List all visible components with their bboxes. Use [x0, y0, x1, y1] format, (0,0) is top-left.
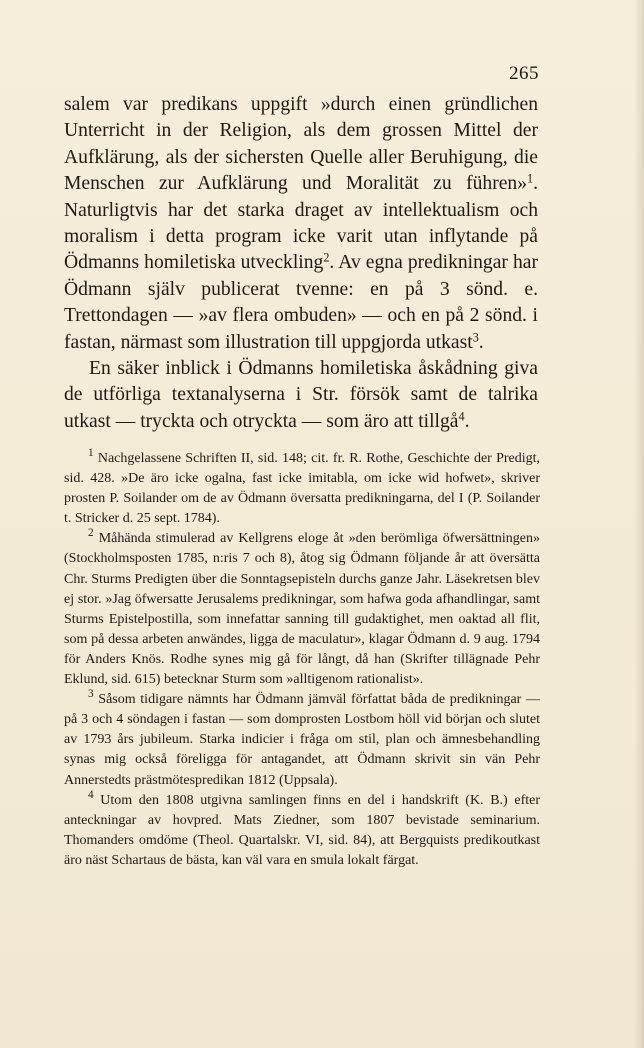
footnote-1-mark: 1	[88, 446, 94, 459]
footnote-3	[64, 687, 541, 790]
footnote-4-mark: 4	[88, 788, 94, 801]
paragraph-2-text-b: .	[464, 410, 470, 432]
main-text	[64, 92, 538, 435]
footnote-ref-4[interactable]: 4	[458, 409, 465, 424]
footnote-2	[64, 529, 540, 690]
footnote-ref-1[interactable]: 1	[527, 171, 534, 186]
paragraph-1-text-a: salem var predikans uppgift »durch einen gründlichen Unterricht in der Religion, als dem grossen Mittel der Aufklärung, als der sichersten Quelle aller Beruhigung, die Menschen zur Aufklärung und Moralität zu führen»	[64, 94, 538, 195]
footnotes	[64, 446, 541, 871]
paragraph-1-text-c: . Av egna predikningar har Ödmann själv publicerat tvenne: en på 3 sönd. e. Trettondagen — »av flera ombuden» — och en på 2 sönd. i fastan, närmast som illustration till uppgjorda utkast	[64, 252, 538, 353]
footnote-1-text: Nachgelassene Schriften II, sid. 148; cit. fr. R. Rothe, Geschichte der Predigt, sid. 428. »De äro icke ogalna, fast icke imitabla, om icke wid hofwet», skriver prosten P. Soilander om de av Ödmann översatta predikningarna, del I (P. Soilander t. Stricker d. 25 sept. 1784).	[64, 451, 541, 527]
paragraph-1-text-b: . Naturligtvis har det starka draget av intellektualism och moralism i detta program icke varit utan inflytande på Ödmanns homiletiska utveckling	[64, 173, 538, 274]
paragraph-1-text-d: .	[478, 331, 484, 353]
page-edge-shadow	[634, 0, 644, 1048]
footnote-4-text: Utom den 1808 utgivna samlingen finns en del i handskrift (K. B.) efter anteckningar av hovpred. Mats Ziedner, som 1807 bevistade seminarium. Thomanders omdöme (Theol. Quartalskr. VI, sid. 84), att Bergquists predikoutkast äro näst Schartaus de bästa, kan väl vara en smula lokalt färgat.	[64, 792, 541, 868]
paragraph-2-text-a: En säker inblick i Ödmanns homiletiska åskådning giva de utförliga textanalyserna i Str. försök samt de talrika utkast — tryckta och otryckta — som äro att tillgå	[64, 358, 538, 432]
footnote-2-mark: 2	[88, 527, 94, 540]
paragraph-1	[64, 92, 538, 356]
page-number: 265	[509, 63, 539, 84]
footnote-1	[64, 446, 541, 529]
footnote-4	[64, 788, 541, 871]
footnote-3-text: Såsom tidigare nämnts har Ödmann jämväl författat båda de predikningar — på 3 och 4 söndagen i fastan — som domprosten Lostbom höll vid början och slutet av 1793 års jubileum. Starka indicier i fråga om stil, plan och ämnesbehandling synas mig också föreligga för antagandet, att Ödmann skrivit sin vän Pehr Annerstedts prästmötespredikan 1812 (Uppsala).	[64, 692, 541, 788]
footnote-3-mark: 3	[88, 687, 94, 700]
paragraph-2	[64, 356, 538, 435]
footnote-2-text: Måhända stimulerad av Kellgrens eloge åt »den berömliga öfwersättningen» (Stockholmsposten 1785, n:ris 7 och 8), åtog sig Ödmann följande år att översätta Chr. Sturms Predigten über die Sonntagsepisteln durchs ganze Jahr. Läsekretsen blev ej stor. »Jag öfwersatte Jerusalems predikningar, som hafwa goda afhandlingar, samt Sturms Epistelpostilla, som innefattar sanning till gudaktighet, men oaktad all flit, som på dessa arbeten anwändes, ligga de maculatur», klagar Ödmann d. 9 aug. 1794 för Anders Knös. Rodhe synes mig gå för långt, då han (Skrifter tillägnade Pehr Eklund, sid. 615) betecknar Sturm som »alltigenom rationalist».	[64, 531, 540, 688]
footnote-ref-2[interactable]: 2	[323, 250, 330, 265]
footnote-ref-3[interactable]: 3	[472, 329, 479, 344]
